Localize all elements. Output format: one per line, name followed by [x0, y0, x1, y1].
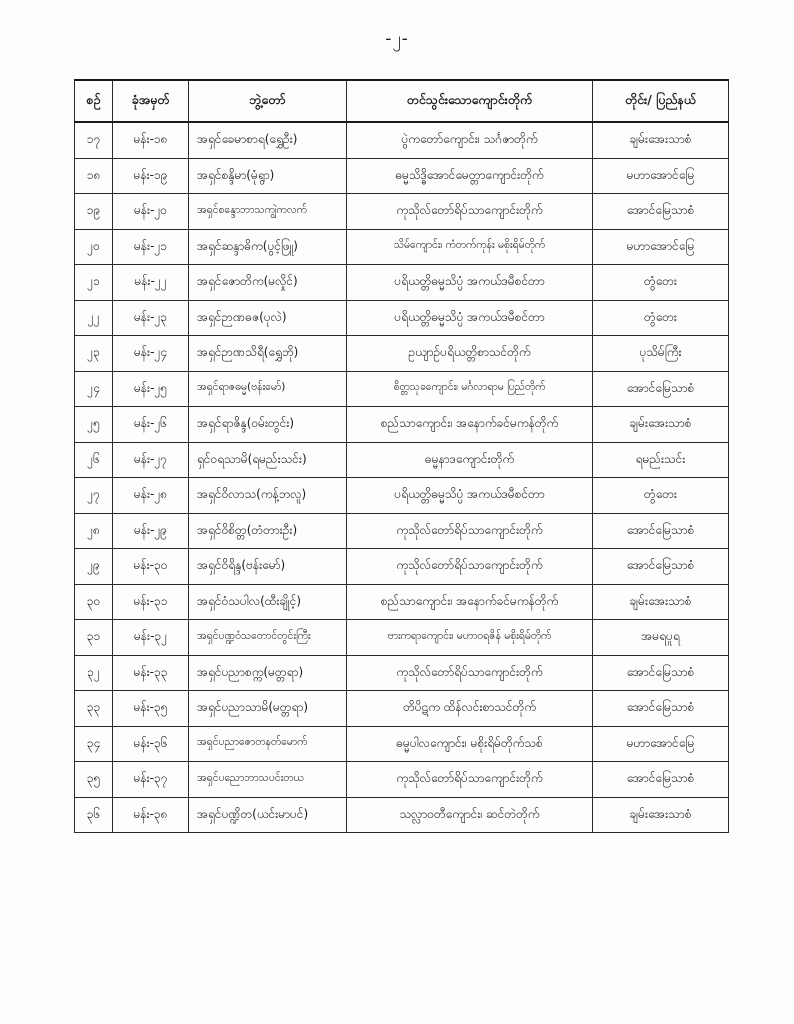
cell-seat-number: မန်း-၂၀	[113, 194, 189, 230]
table-row	[75, 300, 729, 336]
cell-seat-number: မန်း-၂၈	[113, 478, 189, 514]
cell-seat-number: မန်း-၃၇	[113, 762, 189, 798]
cell-monastery: ကုသိုလ်တော်ရိပ်သာကျောင်းတိုက်	[347, 655, 593, 691]
cell-serial: ၃၆	[75, 797, 113, 833]
cell-seat-number: မန်း-၂၉	[113, 513, 189, 549]
cell-title: အရှင်ဝိလာသ(ကန့်ဘလူ)	[189, 478, 347, 514]
cell-region: ချမ်းအေးသာစံ	[593, 797, 729, 833]
table-body	[75, 122, 729, 833]
table-row	[75, 158, 729, 194]
cell-region: ရမည်းသင်း	[593, 442, 729, 478]
cell-monastery: ဥယျာဉ်ပရိယတ္တိစာသင်တိုက်	[347, 336, 593, 372]
roster-table	[74, 79, 729, 833]
cell-region: အောင်မြေသာစံ	[593, 371, 729, 407]
cell-seat-number: မန်း-၃၀	[113, 549, 189, 585]
cell-serial: ၃၄	[75, 726, 113, 762]
cell-monastery: ဓမ္မသိဒ္ဓိအောင်မေတ္တာကျောင်းတိုက်	[347, 158, 593, 194]
table-row	[75, 513, 729, 549]
cell-seat-number: မန်း-၃၁	[113, 584, 189, 620]
cell-title: အရှင်ပညာသာမိ(မတ္တရာ)	[189, 691, 347, 727]
cell-seat-number: မန်း-၂၆	[113, 407, 189, 443]
cell-serial: ၂၂	[75, 300, 113, 336]
cell-region: အောင်မြေသာစံ	[593, 655, 729, 691]
cell-serial: ၂၉	[75, 549, 113, 585]
cell-title: အရှင်ဇောတိက(မလှိုင်)	[189, 265, 347, 301]
header-title: ဘွဲ့တော်	[189, 80, 347, 122]
header-region: တိုင်း/ ပြည်နယ်	[593, 80, 729, 122]
cell-region: အမရပူရ	[593, 620, 729, 656]
cell-seat-number: မန်း-၂၇	[113, 442, 189, 478]
cell-monastery: ဗားကရာကျောင်း၊ မဟာဝရဇိန် မစိုးရိမ်တိုက်	[347, 620, 593, 656]
cell-region: တွံတေး	[593, 300, 729, 336]
cell-monastery: ပွဲကတော်ကျောင်း၊ သင်္ဂဇာတိုက်	[347, 122, 593, 158]
table-row	[75, 726, 729, 762]
table-row	[75, 478, 729, 514]
cell-monastery: စိတ္တသုခကျောင်း၊ မင်္ဂလာရာမ ပြည်တိုက်	[347, 371, 593, 407]
cell-title: အရှင်ခေမာစာရ(ရွှေဦး)	[189, 122, 347, 158]
cell-serial: ၂၀	[75, 229, 113, 265]
cell-monastery: ပရိယတ္တိဓမ္မသိပ္ပံ အကယ်ဒမီစင်တာ	[347, 265, 593, 301]
cell-title: အရှင်စန္ဒိမာ(မုံရွာ)	[189, 158, 347, 194]
cell-region: တွံတေး	[593, 265, 729, 301]
header-serial: စဉ်	[75, 80, 113, 122]
table-row	[75, 122, 729, 158]
header-seat-number: ခုံအမှတ်	[113, 80, 189, 122]
cell-region: မဟာအောင်မြေ	[593, 158, 729, 194]
cell-serial: ၂၇	[75, 478, 113, 514]
cell-title: အရှင်ပညောဘာသပင်းတယ	[189, 762, 347, 798]
cell-seat-number: မန်း-၂၄	[113, 336, 189, 372]
cell-serial: ၁၉	[75, 194, 113, 230]
table-row	[75, 762, 729, 798]
table-row	[75, 797, 729, 833]
cell-serial: ၃၂	[75, 655, 113, 691]
cell-monastery: ကုသိုလ်တော်ရိပ်သာကျောင်းတိုက်	[347, 762, 593, 798]
cell-region: ချမ်းအေးသာစံ	[593, 584, 729, 620]
cell-seat-number: မန်း-၃၂	[113, 620, 189, 656]
cell-monastery: ဓမ္မနာဒကျောင်းတိုက်	[347, 442, 593, 478]
cell-seat-number: မန်း-၁၉	[113, 158, 189, 194]
cell-region: အောင်မြေသာစံ	[593, 691, 729, 727]
cell-seat-number: မန်း-၃၆	[113, 726, 189, 762]
table-row	[75, 407, 729, 443]
table-row	[75, 265, 729, 301]
cell-region: မဟာအောင်မြေ	[593, 726, 729, 762]
cell-title: ရှင်ဝရသာမိ(ရမည်းသင်း)	[189, 442, 347, 478]
cell-title: အရှင်ဝိရိန္ဒ(ဗန်းမော်)	[189, 549, 347, 585]
cell-region: မဟာအောင်မြေ	[593, 229, 729, 265]
cell-monastery: ပရိယတ္တိဓမ္မသိပ္ပံ အကယ်ဒမီစင်တာ	[347, 478, 593, 514]
table-row	[75, 584, 729, 620]
cell-monastery: သလ္လာဝတီကျောင်း၊ ဆင်တဲတိုက်	[347, 797, 593, 833]
table-row	[75, 691, 729, 727]
cell-serial: ၂၁	[75, 265, 113, 301]
table-row	[75, 194, 729, 230]
header-monastery: တင်သွင်းသောကျောင်းတိုက်	[347, 80, 593, 122]
cell-monastery: တိပိဋက ထိန်လင်းစာသင်တိုက်	[347, 691, 593, 727]
cell-region: ချမ်းအေးသာစံ	[593, 122, 729, 158]
cell-region: အောင်မြေသာစံ	[593, 194, 729, 230]
cell-region: ပုသိမ်ကြီး	[593, 336, 729, 372]
cell-seat-number: မန်း-၂၁	[113, 229, 189, 265]
cell-seat-number: မန်း-၃၅	[113, 691, 189, 727]
page-number: -၂-	[385, 29, 409, 49]
cell-title: အရှင်ဝိစိတ္တ(တံတားဦး)	[189, 513, 347, 549]
cell-serial: ၂၄	[75, 371, 113, 407]
cell-serial: ၂၃	[75, 336, 113, 372]
cell-title: အရှင်ဝံသပါလ(ထီးချိုင့်)	[189, 584, 347, 620]
cell-serial: ၃၀	[75, 584, 113, 620]
cell-monastery: ကုသိုလ်တော်ရိပ်သာကျောင်းတိုက်	[347, 549, 593, 585]
table-row	[75, 620, 729, 656]
cell-seat-number: မန်း-၂၅	[113, 371, 189, 407]
cell-seat-number: မန်း-၁၈	[113, 122, 189, 158]
cell-serial: ၃၁	[75, 620, 113, 656]
cell-region: အောင်မြေသာစံ	[593, 513, 729, 549]
cell-title: အရှင်ဉာဏသိရီ(ရွှေဘို)	[189, 336, 347, 372]
cell-monastery: ပရိယတ္တိဓမ္မသိပ္ပံ အကယ်ဒမီစင်တာ	[347, 300, 593, 336]
cell-title: အရှင်ပဏ္ဍဝံသတောင်တွင်းကြီး	[189, 620, 347, 656]
cell-region: အောင်မြေသာစံ	[593, 549, 729, 585]
cell-title: အရှင်ဉာဏဓဇ(ပုလဲ)	[189, 300, 347, 336]
cell-serial: ၁၇	[75, 122, 113, 158]
cell-monastery: ဓမ္မပါလကျောင်း၊ မစိုးရိမ်တိုက်သစ်	[347, 726, 593, 762]
table-row	[75, 655, 729, 691]
cell-title: အရှင်ရာဇိန္ဒ(ဝမ်းတွင်း)	[189, 407, 347, 443]
cell-title: အရှင်ရာဇဓမ္မ(ဗန်းမော်)	[189, 371, 347, 407]
table-row	[75, 442, 729, 478]
cell-monastery: ကုသိုလ်တော်ရိပ်သာကျောင်းတိုက်	[347, 194, 593, 230]
cell-serial: ၂၆	[75, 442, 113, 478]
cell-title: အရှင်စန္ဒောဘာသကျွဲကလက်	[189, 194, 347, 230]
cell-seat-number: မန်း-၂၃	[113, 300, 189, 336]
table-row	[75, 336, 729, 372]
cell-title: အရှင်ပဏ္ဍိတ(ယင်းမာပင်)	[189, 797, 347, 833]
cell-monastery: သိမ်ကျောင်း၊ ကံတက်ကုန်း မစိုးရိမ်တိုက်	[347, 229, 593, 265]
cell-serial: ၃၃	[75, 691, 113, 727]
cell-seat-number: မန်း-၂၂	[113, 265, 189, 301]
cell-region: တွံတေး	[593, 478, 729, 514]
cell-monastery: စည်သာကျောင်း၊ အနောက်ခင်မကန်တိုက်	[347, 407, 593, 443]
cell-serial: ၁၈	[75, 158, 113, 194]
table-row	[75, 229, 729, 265]
cell-region: ချမ်းအေးသာစံ	[593, 407, 729, 443]
cell-region: အောင်မြေသာစံ	[593, 762, 729, 798]
header-row	[75, 80, 729, 122]
cell-serial: ၂၈	[75, 513, 113, 549]
cell-seat-number: မန်း-၃၈	[113, 797, 189, 833]
cell-seat-number: မန်း-၃၃	[113, 655, 189, 691]
cell-monastery: ကုသိုလ်တော်ရိပ်သာကျောင်းတိုက်	[347, 513, 593, 549]
table-row	[75, 549, 729, 585]
table-row	[75, 371, 729, 407]
cell-serial: ၂၅	[75, 407, 113, 443]
cell-serial: ၃၅	[75, 762, 113, 798]
cell-title: အရှင်ဆန္ဒာဓိက(ပွင့်ဖြူ)	[189, 229, 347, 265]
cell-title: အရှင်ပညာစက္က(မတ္တရာ)	[189, 655, 347, 691]
cell-monastery: စည်သာကျောင်း၊ အနောက်ခင်မကန်တိုက်	[347, 584, 593, 620]
cell-title: အရှင်ပညာဇောတနတ်မောက်	[189, 726, 347, 762]
